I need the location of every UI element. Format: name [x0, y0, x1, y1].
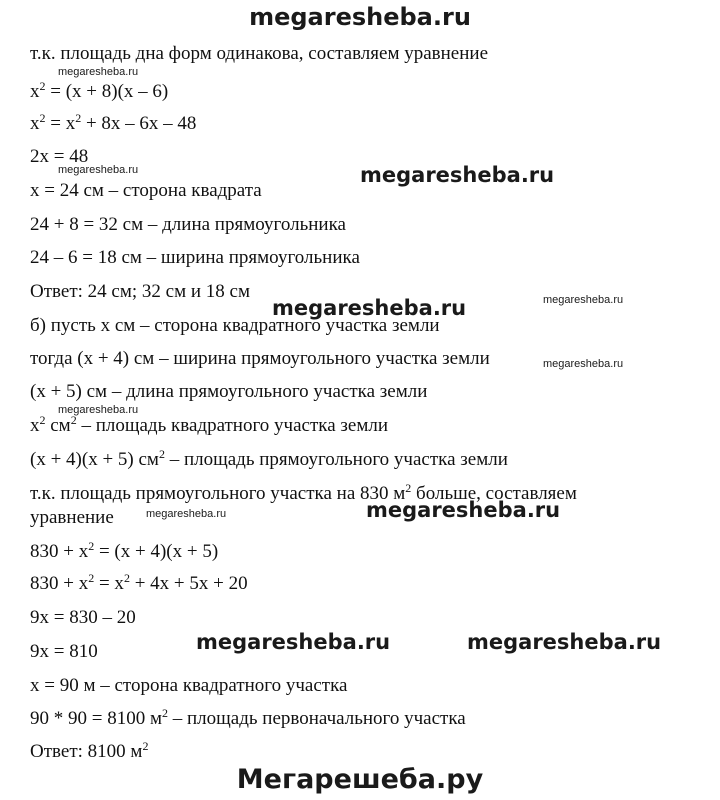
watermark-small: megaresheba.ru [58, 66, 139, 78]
text-line: 24 + 8 = 32 см – длина прямоугольника [30, 214, 346, 235]
text-line: x = 90 м – сторона квадратного участка [30, 675, 348, 696]
text-line: тогда (х + 4) см – ширина прямоугольного участка земли [30, 348, 490, 369]
answer-line: Ответ: 24 см; 32 см и 18 см [30, 281, 250, 302]
watermark-small: megaresheba.ru [58, 164, 139, 176]
watermark-large: megaresheba.ru [196, 630, 391, 654]
watermark-large: megaresheba.ru [360, 163, 555, 187]
text-line: 90 * 90 = 8100 $м^2$ – площадь первоначального участка [30, 706, 466, 729]
watermark-small: megaresheba.ru [543, 294, 624, 306]
equation-line: $x^2 = (x + 8)(x - 6)$ [30, 79, 169, 102]
text-line: 24 – 6 = 18 см – ширина прямоугольника [30, 247, 360, 268]
watermark-large: megaresheba.ru [272, 296, 467, 320]
answer-line: Ответ: 8100 $м^2$ [30, 739, 149, 762]
equation-line: 2x = 48 [30, 146, 89, 167]
watermark-small: megaresheba.ru [543, 358, 624, 370]
watermark-small: megaresheba.ru [58, 404, 139, 416]
watermark-small: megaresheba.ru [146, 508, 227, 520]
text-line: уравнение [30, 507, 114, 528]
text-line: (х + 4)(х + 5) $см^2$ – площадь прямоугольного участка земли [30, 447, 508, 470]
watermark-large: megaresheba.ru [366, 498, 561, 522]
text-line: x = 24 см – сторона квадрата [30, 180, 262, 201]
watermark-large: megaresheba.ru [467, 630, 662, 654]
site-footer: Мегарешеба.ру [236, 764, 484, 795]
text-line: т.к. площадь дна форм одинакова, составляем уравнение [30, 43, 489, 64]
text-line: б) пусть х см – сторона квадратного участка земли [30, 315, 440, 336]
equation-line: $x^2 = x^2 + 8x - 6x - 48$ [30, 111, 197, 134]
equation-line: 9x = 830 – 20 [30, 607, 136, 628]
site-header: megaresheba.ru [249, 3, 471, 31]
text-line: т.к. площадь прямоугольного участка на 830 $м^2$ больше, составляем [30, 481, 577, 504]
equation-line: $830 + x^2 = x^2 + 4x + 5x + 20$ [30, 571, 248, 594]
text-line: $x^2$ $см^2$ – площадь квадратного участка земли [30, 413, 389, 436]
equation-line: $830 + x^2 = (x + 4)(x + 5)$ [30, 539, 219, 562]
equation-line: 9x = 810 [30, 641, 98, 662]
text-line: (х + 5) см – длина прямоугольного участка земли [30, 381, 428, 402]
